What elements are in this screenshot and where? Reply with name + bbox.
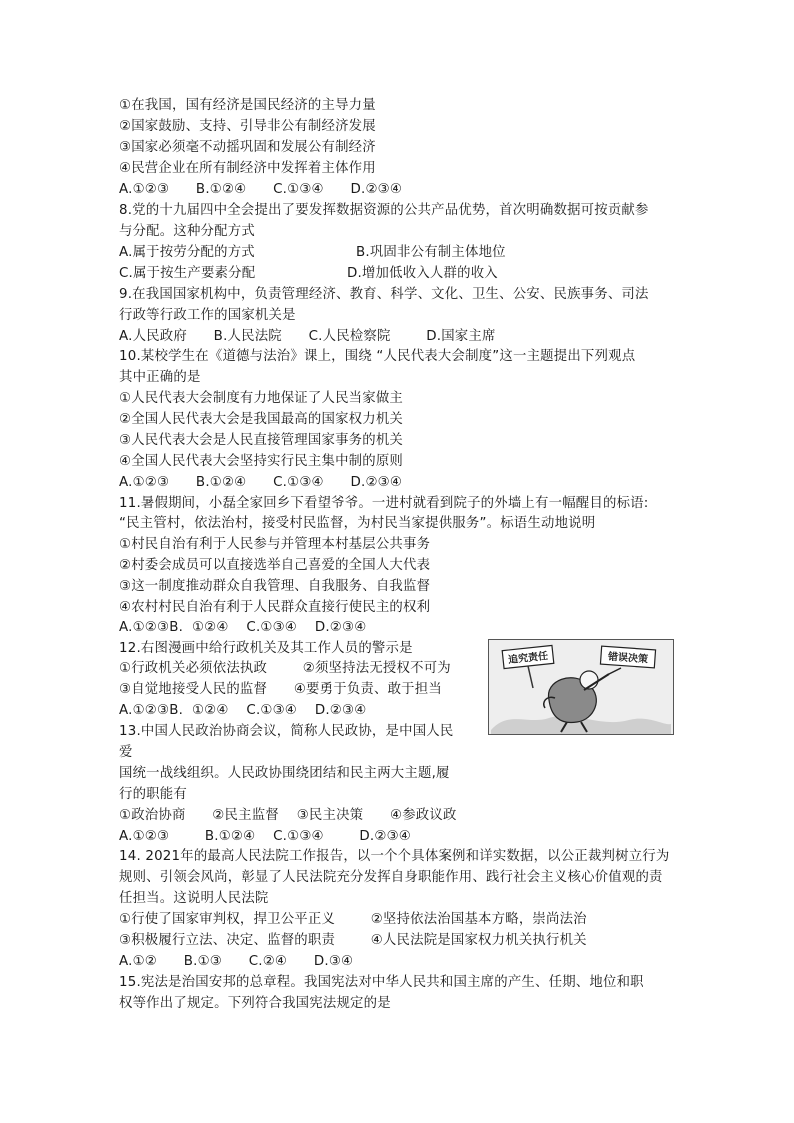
question-8: 8.党的十九届四中全会提出了要发挥数据资源的公共产品优势，首次明确数据可按贡献参 <box>119 203 649 218</box>
option-line: ③人民代表大会是人民直接管理国家事务的机关 <box>119 433 404 448</box>
option-line: ①政治协商 ②民主监督 ③民主决策 ④参政议政 <box>119 808 457 823</box>
answer-choices: A.①②③ B.①②④ C.①③④ D.②③④ <box>119 475 403 490</box>
option-line: ④民营企业在所有制经济中发挥着主体作用 <box>119 161 376 176</box>
answer-choice-a: A.属于按劳分配的方式 <box>119 245 255 260</box>
question-13-cont: 国统一战线组织。人民政协围绕团结和民主两大主题,履 <box>119 766 450 781</box>
right-sign <box>600 646 655 668</box>
question-10-cont: 其中正确的是 <box>119 370 201 385</box>
question-14: 14. 2021年的最高人民法院工作报告，以一个个具体案例和详实数据，以公正裁判树立行为 <box>119 849 670 864</box>
cartoon-image <box>488 639 674 735</box>
question-13: 13.中国人民政治协商会议，简称人民政协，是中国人民 <box>119 724 454 739</box>
answer-choice-d: D.增加低收入人群的收入 <box>347 266 498 281</box>
answer-choices: A.①② B.①③ C.②④ D.③④ <box>119 954 354 969</box>
option-line: ③国家必须毫不动摇巩固和发展公有制经济 <box>119 140 376 155</box>
option-line: ④全国人民代表大会坚持实行民主集中制的原则 <box>119 454 404 469</box>
option-line: ③这一制度推动群众自我管理、自我服务、自我监督 <box>119 579 431 594</box>
option-line: ①行使了国家审判权，捍卫公平正义 ②坚持依法治国基本方略，崇尚法治 <box>119 912 587 927</box>
question-11: 11.暑假期间，小磊全家回乡下看望爷爷。一进村就看到院子的外墙上有一幅醒目的标语: <box>119 496 649 511</box>
option-line: ③积极履行立法、决定、监督的职责 ④人民法院是国家权力机关执行机关 <box>119 933 587 948</box>
question-9: 9.在我国国家机构中，负责管理经济、教育、科学、文化、卫生、公安、民族事务、司法 <box>119 287 649 302</box>
question-9-cont: 行政等行政工作的国家机关是 <box>119 308 296 323</box>
svg-text:错误决策: 错误决策 <box>607 651 649 666</box>
option-line: ①在我国，国有经济是国民经济的主导力量 <box>119 98 376 113</box>
answer-choices: A.人民政府 B.人民法院 C.人民检察院 D.国家主席 <box>119 329 496 344</box>
question-13-cont: 行的职能有 <box>119 787 187 802</box>
question-14-cont: 任担当。这说明人民法院 <box>119 891 269 906</box>
option-line: ②全国人民代表大会是我国最高的国家权力机关 <box>119 412 404 427</box>
question-15: 15.宪法是治国安邦的总章程。我国宪法对中华人民共和国主席的产生、任期、地位和职 <box>119 975 644 990</box>
option-line: ①村民自治有利于人民参与并管理本村基层公共事务 <box>119 537 431 552</box>
answer-choice-b: B.巩固非公有制主体地位 <box>356 245 506 260</box>
option-line: ①行政机关必须依法执政 ②须坚持法无授权不可为 <box>119 661 451 676</box>
option-line: ②国家鼓励、支持、引导非公有制经济发展 <box>119 119 376 134</box>
answer-choices: A.①②③B. ①②④ C.①③④ D.②③④ <box>119 703 367 718</box>
option-line: ④农村村民自治有利于人民群众直接行使民主的权利 <box>119 600 431 615</box>
answer-choice-c: C.属于按生产要素分配 <box>119 266 256 281</box>
svg-text:追究责任: 追究责任 <box>507 650 549 667</box>
answer-choices: A.①②③ B.①②④ C.①③④ D.②③④ <box>119 182 403 197</box>
option-line: ②村委会成员可以直接选举自己喜爱的全国人大代表 <box>119 558 431 573</box>
option-line: ①人民代表大会制度有力地保证了人民当家做主 <box>119 391 404 406</box>
question-13-cont: 爱 <box>119 745 133 760</box>
question-12: 12.右图漫画中给行政机关及其工作人员的警示是 <box>119 641 413 656</box>
question-11-cont: “民主管村，依法治村，接受村民监督，为村民当家提供服务”。标语生动地说明 <box>119 516 596 531</box>
question-10: 10.某校学生在《道德与法治》课上，围绕 “人民代表大会制度”这一主题提出下列观点 <box>119 349 636 364</box>
question-8-cont: 与分配。这种分配方式 <box>119 224 255 239</box>
question-15-cont: 权等作出了规定。下列符合我国宪法规定的是 <box>119 996 391 1011</box>
answer-choices: A.①②③B. ①②④ C.①③④ D.②③④ <box>119 620 367 635</box>
question-14-cont: 规则、引领会风尚，彰显了人民法院充分发挥自身职能作用、践行社会主义核心价值观的责 <box>119 870 663 885</box>
answer-choices: A.①②③ B.①②④ C.①③④ D.②③④ <box>119 829 411 844</box>
option-line: ③自觉地接受人民的监督 ④要勇于负责、敢于担当 <box>119 682 442 697</box>
